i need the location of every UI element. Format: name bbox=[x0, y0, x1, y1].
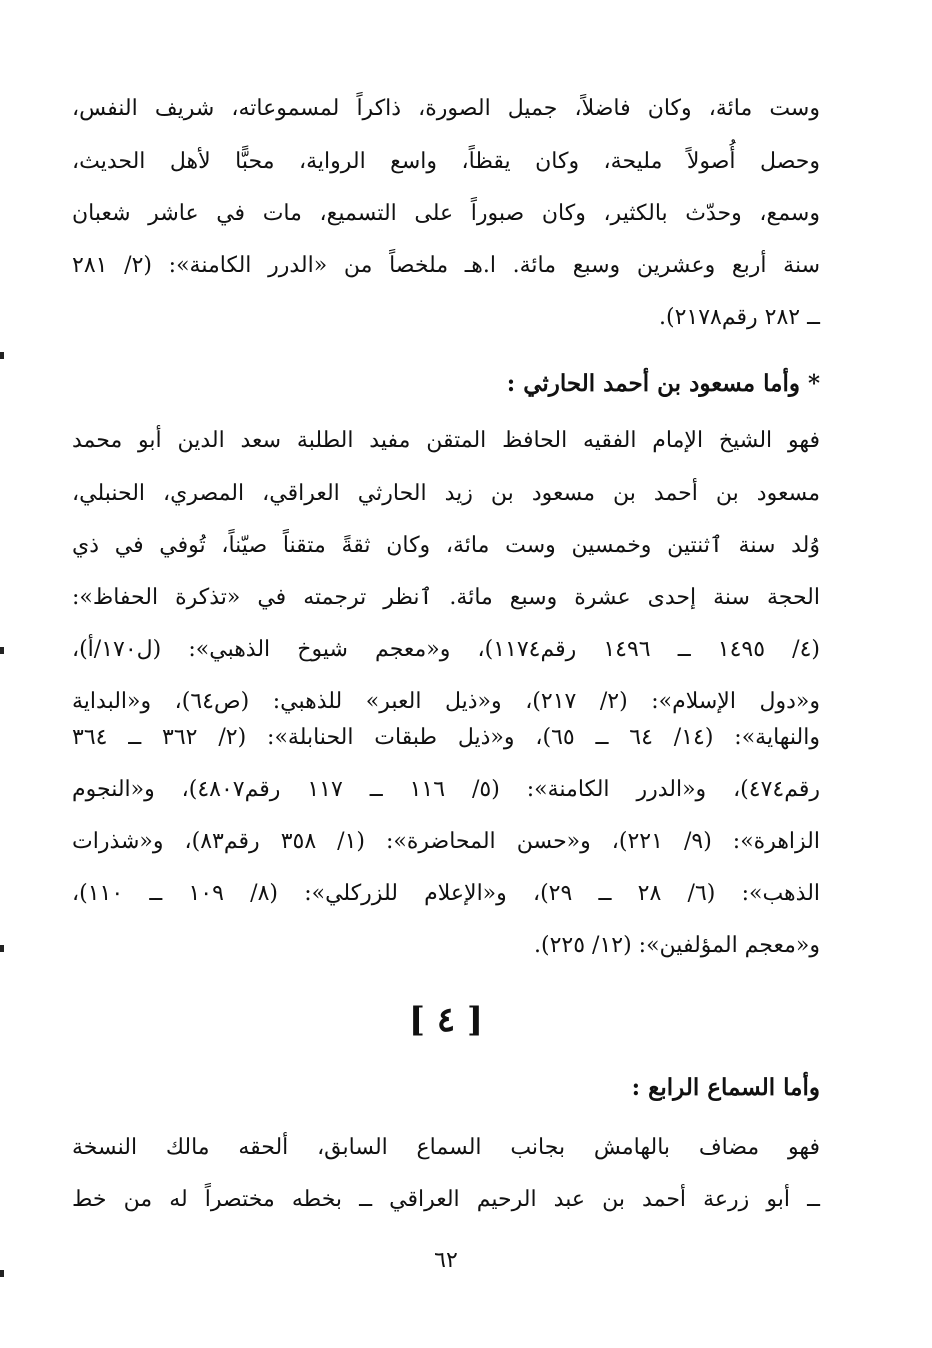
text-line: الذهب»: (٦/ ٢٨ ــ ٢٩)، و«الإعلام للزركلي»: (٨/ ١٠٩ ــ ١١٠)، bbox=[72, 881, 821, 906]
text-line: وست مائة، وكان فاضلاً، جميل الصورة، ذاكراً لمسموعاته، شريف النفس، bbox=[72, 96, 820, 121]
text-line: فهو مضاف بالهامش بجانب السماع السابق، ألحقه مالك النسخة bbox=[72, 1135, 820, 1160]
book-page bbox=[72, 0, 820, 1348]
text-line: (٤/ ١٤٩٥ ــ ١٤٩٦ رقم١١٧٤)، و«معجم شيوخ الذهبي»: (ل١٧٠/أ)، bbox=[72, 637, 820, 662]
text-line: مسعود بن أحمد بن مسعود بن زيد الحارثي العراقي، المصري، الحنبلي، bbox=[72, 481, 820, 506]
page-number: ٦٢ bbox=[434, 1248, 458, 1273]
scan-edge-mark bbox=[0, 647, 4, 654]
text-line: ــ ٢٨٢ رقم٢١٧٨). bbox=[659, 305, 820, 330]
text-line: وسمع، وحدّث بالكثير، وكان صبوراً على التسميع، مات في عاشر شعبان bbox=[72, 201, 820, 226]
section-heading: وأما السماع الرابع : bbox=[631, 1074, 820, 1101]
text-line: وحصل أُصولاً مليحة، وكان يقظاً، واسع الرواية، محبًّا لأهل الحديث، bbox=[72, 149, 820, 174]
text-line: و«دول الإسلام»: (٢/ ٢١٧)، و«ذيل العبر» للذهبي: (ص٦٤)، و«البداية bbox=[72, 689, 820, 714]
scan-edge-mark bbox=[0, 352, 4, 359]
text-line: فهو الشيخ الإمام الفقيه الحافظ المتقن مفيد الطلبة سعد الدين أبو محمد bbox=[72, 428, 820, 453]
text-line: ــ أبو زرعة أحمد بن عبد الرحيم العراقي ــ بخطه مختصراً له من خط bbox=[72, 1187, 820, 1212]
scan-edge-mark bbox=[0, 1270, 4, 1277]
text-line: سنة أربع وعشرين وسبع مائة. ا.هـ ملخصاً من «الدرر الكامنة»: (٢/ ٢٨١ bbox=[72, 253, 821, 278]
scan-edge-mark bbox=[0, 945, 4, 952]
section-heading: * وأما مسعود بن أحمد الحارثي : bbox=[506, 370, 820, 397]
section-number: [ ٤ ] bbox=[408, 1000, 484, 1040]
text-line: رقم٤٧٤)، و«الدرر الكامنة»: (٥/ ١١٦ ــ ١١٧ رقم٤٨٠٧)، و«النجوم bbox=[72, 777, 821, 802]
text-line: الحجة سنة إحدى عشرة وسبع مائة. ٱنظر ترجمته في «تذكرة الحفاظ»: bbox=[72, 585, 820, 610]
text-line: وُلد سنة ٱثنتين وخمسين وست مائة، وكان ثقةً متقناً صيّناً، تُوفي في ذي bbox=[72, 533, 820, 558]
text-line: و«معجم المؤلفين»: (١٢/ ٢٢٥). bbox=[534, 933, 820, 958]
text-line: الزاهرة»: (٩/ ٢٢١)، و«حسن المحاضرة»: (١/ ٣٥٨ رقم٨٣)، و«شذرات bbox=[72, 829, 820, 854]
text-line: والنهاية»: (١٤/ ٦٤ ــ ٦٥)، و«ذيل طبقات الحنابلة»: (٢/ ٣٦٢ ــ ٣٦٤ bbox=[72, 725, 820, 750]
